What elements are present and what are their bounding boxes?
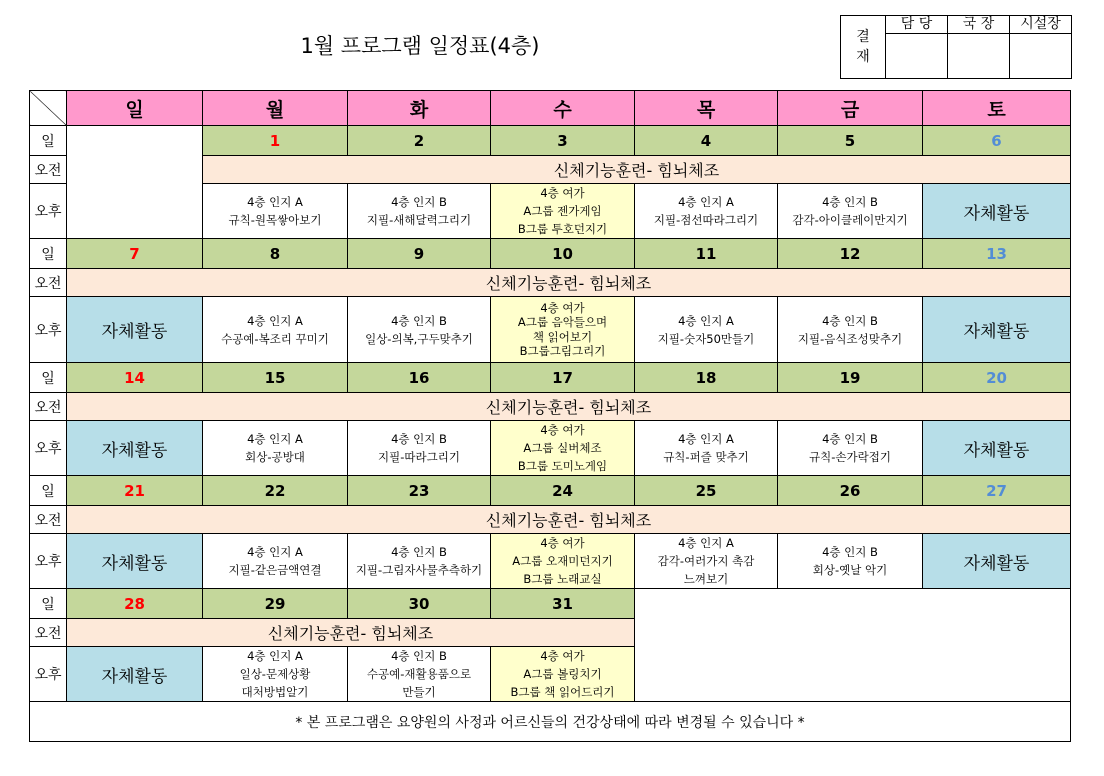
self-activity-cell: 자체활동 bbox=[923, 297, 1071, 363]
program-line: 회상-옛날 악기 bbox=[812, 563, 888, 577]
program-line: B그룹그림그리기 bbox=[519, 344, 606, 358]
date-cell: 21 bbox=[67, 476, 203, 506]
row-label-date: 일 bbox=[30, 126, 67, 156]
program-line: B그룹 책 읽어드리기 bbox=[510, 685, 615, 699]
row-label-date: 일 bbox=[30, 239, 67, 269]
program-cell bbox=[778, 297, 923, 363]
program-cell bbox=[635, 297, 778, 363]
program-line: 4층 인지 A bbox=[247, 195, 303, 209]
date-cell: 17 bbox=[491, 363, 635, 393]
program-line: 책 읽어보기 bbox=[532, 329, 593, 344]
program-line: 느껴보기 bbox=[683, 572, 729, 586]
program-line: 4층 인지 B bbox=[822, 195, 878, 209]
schedule-table bbox=[29, 90, 1071, 742]
program-line: 4층 인지 B bbox=[391, 649, 447, 663]
date-cell: 27 bbox=[923, 476, 1071, 506]
program-cell bbox=[348, 297, 491, 363]
program-cell bbox=[348, 534, 491, 589]
self-activity-cell: 자체활동 bbox=[67, 297, 203, 363]
date-cell: 29 bbox=[203, 589, 348, 619]
am-program: 신체기능훈련- 힘뇌체조 bbox=[67, 393, 1071, 421]
program-line: A그룹 젠가게임 bbox=[523, 204, 602, 218]
row-label-pm: 오후 bbox=[30, 421, 67, 476]
date-cell: 13 bbox=[923, 239, 1071, 269]
program-cell bbox=[348, 184, 491, 239]
date-cell: 5 bbox=[778, 126, 923, 156]
program-line: 4층 인지 B bbox=[391, 195, 447, 209]
empty-cell bbox=[635, 589, 1071, 702]
row-label-date: 일 bbox=[30, 589, 67, 619]
program-line: 일상-의복,구두맞추기 bbox=[365, 331, 473, 346]
signature-cell bbox=[1010, 34, 1072, 79]
weekday-header: 목 bbox=[635, 91, 778, 126]
program-line: 지필-새해달력그리기 bbox=[366, 213, 472, 227]
program-line: 회상-공방대 bbox=[245, 450, 305, 464]
program-cell bbox=[778, 184, 923, 239]
program-cell bbox=[203, 647, 348, 702]
self-activity-cell: 자체활동 bbox=[923, 184, 1071, 239]
signature-cell bbox=[948, 34, 1010, 79]
program-cell bbox=[635, 184, 778, 239]
program-line: 지필-음식조성맞추기 bbox=[797, 331, 903, 346]
row-label-am: 오전 bbox=[30, 269, 67, 297]
program-cell bbox=[348, 647, 491, 702]
program-line: 감각-아이클레이만지기 bbox=[792, 213, 908, 227]
program-line: A그룹 볼링치기 bbox=[523, 667, 602, 681]
date-cell: 15 bbox=[203, 363, 348, 393]
am-program: 신체기능훈련- 힘뇌체조 bbox=[67, 506, 1071, 534]
program-line: 대처방법알기 bbox=[241, 685, 309, 699]
row-label-pm: 오후 bbox=[30, 534, 67, 589]
date-cell: 3 bbox=[491, 126, 635, 156]
date-cell: 1 bbox=[203, 126, 348, 156]
date-cell: 24 bbox=[491, 476, 635, 506]
self-activity-cell: 자체활동 bbox=[67, 534, 203, 589]
date-cell: 12 bbox=[778, 239, 923, 269]
date-cell: 26 bbox=[778, 476, 923, 506]
program-line: 4층 인지 A bbox=[247, 313, 303, 328]
leisure-program-cell bbox=[491, 184, 635, 239]
program-line: 지필-같은금액연결 bbox=[228, 563, 322, 577]
program-line: 4층 여가 bbox=[540, 423, 585, 437]
program-line: 4층 여가 bbox=[540, 186, 585, 200]
program-line: 4층 인지 A bbox=[678, 432, 734, 446]
approval-header-director: 국 장 bbox=[948, 16, 1010, 34]
date-cell: 18 bbox=[635, 363, 778, 393]
date-cell: 7 bbox=[67, 239, 203, 269]
date-cell: 10 bbox=[491, 239, 635, 269]
program-line: A그룹 음악들으며 bbox=[517, 315, 608, 329]
date-cell: 14 bbox=[67, 363, 203, 393]
program-line: 4층 인지 A bbox=[678, 313, 734, 328]
program-line: 4층 인지 B bbox=[391, 545, 447, 559]
program-line: 4층 인지 B bbox=[391, 432, 447, 446]
date-cell: 2 bbox=[348, 126, 491, 156]
program-cell bbox=[778, 421, 923, 476]
program-line: 규칙-원목쌓아보기 bbox=[228, 213, 322, 227]
weekday-header: 화 bbox=[348, 91, 491, 126]
approval-header-facility-head: 시설장 bbox=[1010, 16, 1072, 34]
program-line: B그룹 노래교실 bbox=[523, 572, 602, 586]
program-line: 4층 인지 B bbox=[822, 432, 878, 446]
am-program: 신체기능훈련- 힘뇌체조 bbox=[67, 269, 1071, 297]
program-cell bbox=[203, 421, 348, 476]
leisure-program-cell bbox=[491, 647, 635, 702]
signature-cell bbox=[886, 34, 948, 79]
leisure-program-cell bbox=[491, 534, 635, 589]
program-line: 4층 여가 bbox=[540, 536, 585, 550]
self-activity-cell: 자체활동 bbox=[923, 421, 1071, 476]
row-label-pm: 오후 bbox=[30, 647, 67, 702]
date-cell: 4 bbox=[635, 126, 778, 156]
corner-cell bbox=[30, 91, 67, 126]
program-line: 4층 여가 bbox=[540, 649, 585, 663]
row-label-pm: 오후 bbox=[30, 297, 67, 363]
weekday-header: 수 bbox=[491, 91, 635, 126]
program-line: 4층 인지 A bbox=[247, 545, 303, 559]
date-cell: 8 bbox=[203, 239, 348, 269]
program-line: 4층 인지 B bbox=[391, 313, 447, 328]
program-line: 4층 여가 bbox=[540, 300, 585, 315]
weekday-header: 월 bbox=[203, 91, 348, 126]
approval-label: 결 재 bbox=[841, 16, 886, 79]
date-cell: 16 bbox=[348, 363, 491, 393]
am-program: 신체기능훈련- 힘뇌체조 bbox=[203, 156, 1071, 184]
program-line: 지필-점선따라그리기 bbox=[653, 213, 759, 227]
program-line: B그룹 도미노게임 bbox=[517, 459, 608, 473]
program-line: 지필-따라그리기 bbox=[378, 450, 460, 464]
date-cell: 9 bbox=[348, 239, 491, 269]
date-cell: 31 bbox=[491, 589, 635, 619]
row-label-am: 오전 bbox=[30, 619, 67, 647]
date-cell: 19 bbox=[778, 363, 923, 393]
weekday-header: 일 bbox=[67, 91, 203, 126]
empty-cell bbox=[67, 126, 203, 239]
program-line: 규칙-손가락접기 bbox=[809, 450, 891, 464]
program-line: 지필-숫자50만들기 bbox=[657, 331, 755, 346]
footnote: * 본 프로그램은 요양원의 사정과 어르신들의 건강상태에 따라 변경될 수 있습니다 * bbox=[30, 702, 1071, 742]
row-label-pm: 오후 bbox=[30, 184, 67, 239]
program-line: 4층 인지 B bbox=[822, 545, 878, 559]
program-cell bbox=[635, 421, 778, 476]
row-label-date: 일 bbox=[30, 363, 67, 393]
program-line: 일상-문제상황 bbox=[239, 667, 311, 681]
weekday-header: 토 bbox=[923, 91, 1071, 126]
date-cell: 25 bbox=[635, 476, 778, 506]
self-activity-cell: 자체활동 bbox=[67, 421, 203, 476]
program-cell bbox=[203, 534, 348, 589]
program-cell bbox=[203, 297, 348, 363]
program-line: 4층 인지 A bbox=[247, 432, 303, 446]
date-cell: 30 bbox=[348, 589, 491, 619]
program-line: 만들기 bbox=[402, 685, 436, 699]
program-line: 감각-여러가지 촉감 bbox=[657, 554, 755, 568]
date-cell: 23 bbox=[348, 476, 491, 506]
program-line: 4층 인지 A bbox=[678, 195, 734, 209]
program-line: 지필-그림자사물추측하기 bbox=[355, 563, 483, 577]
program-cell bbox=[203, 184, 348, 239]
program-line: 수공예-복조리 꾸미기 bbox=[221, 331, 329, 346]
row-label-am: 오전 bbox=[30, 393, 67, 421]
page-title: 1월 프로그램 일정표(4층) bbox=[300, 34, 540, 58]
row-label-am: 오전 bbox=[30, 156, 67, 184]
date-cell: 11 bbox=[635, 239, 778, 269]
self-activity-cell: 자체활동 bbox=[923, 534, 1071, 589]
approval-box bbox=[840, 15, 1072, 79]
program-line: 규칙-퍼즐 맞추기 bbox=[663, 450, 749, 464]
row-label-date: 일 bbox=[30, 476, 67, 506]
program-line: 4층 인지 A bbox=[247, 649, 303, 663]
date-cell: 22 bbox=[203, 476, 348, 506]
leisure-program-cell bbox=[491, 421, 635, 476]
program-line: 4층 인지 B bbox=[822, 313, 878, 328]
program-line: A그룹 실버체조 bbox=[523, 441, 602, 455]
approval-header-staff: 담 당 bbox=[886, 16, 948, 34]
am-program: 신체기능훈련- 힘뇌체조 bbox=[67, 619, 635, 647]
date-cell: 20 bbox=[923, 363, 1071, 393]
program-line: A그룹 오재미던지기 bbox=[512, 554, 613, 568]
leisure-program-cell bbox=[491, 297, 635, 363]
program-line: 수공예-재활용품으로 bbox=[366, 667, 472, 681]
program-cell bbox=[635, 534, 778, 589]
row-label-am: 오전 bbox=[30, 506, 67, 534]
date-cell: 28 bbox=[67, 589, 203, 619]
program-cell bbox=[348, 421, 491, 476]
program-line: 4층 인지 A bbox=[678, 536, 734, 550]
weekday-header: 금 bbox=[778, 91, 923, 126]
date-cell: 6 bbox=[923, 126, 1071, 156]
program-line: B그룹 투호던지기 bbox=[517, 222, 608, 236]
program-cell bbox=[778, 534, 923, 589]
self-activity-cell: 자체활동 bbox=[67, 647, 203, 702]
